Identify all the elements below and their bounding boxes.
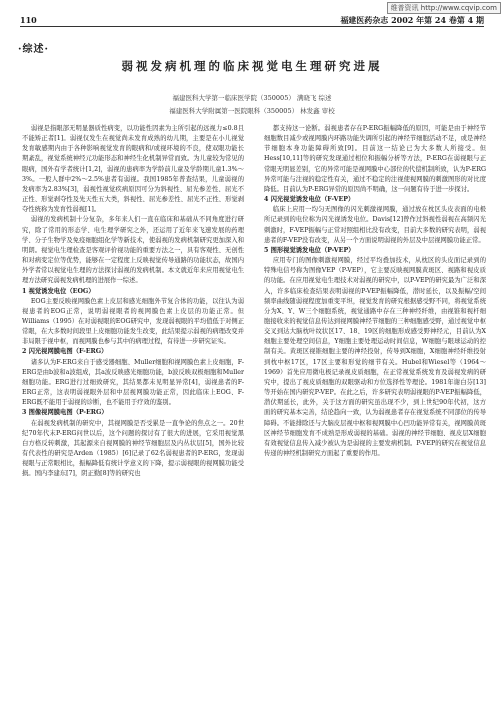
page-number: 110	[20, 15, 37, 25]
section-heading: 2 闪光视网膜电图（F-ERG）	[22, 348, 108, 356]
section-heading: 3 图像视网膜电图（P-ERG）	[22, 409, 108, 417]
paragraph: 弱视的发病机制十分复杂，多年来人们一直在临床和基础从不同角度进行研究，除了常用的形态学、电生理学研究之外，还运用了近年来飞速发展的药理学、分子生物学及免疫细胞组化学等新技术，使弱视的发病机制研究更加深入和明朗。视觉电生理检查是客观评价视功能的重要方法之一，具有客观性、无创性和对病变定位等优势，能够在一定程度上反映视觉传导通路的功能状态，故国内外学者常以视觉电生理的方法探讨弱视的发病机制。本文就近年来应用视觉电生理方法研究弱视发病机理的进展作一综述。	[22, 216, 244, 285]
header-rule	[20, 26, 484, 27]
section-heading: 4 闪光视觉诱发电位（F-VEP）	[264, 196, 355, 204]
right-column	[264, 124, 486, 459]
left-column	[22, 124, 244, 479]
paragraph: 弱视是指眼部无明显器质性病变，以功能性因素为主所引起的远视力≤0.8且不能矫正者[1]。弱视仅发生在视觉尚未发育成熟的幼儿期，主要是在小儿视觉发育敏感期内由于各种影响视觉发育的眼病和/或视环境的不良，使双眼功能长期紊乱，视觉系统神经元功能形态和神经生化机制异常而致。为儿童较为常见的眼病，国外有学者统计[1,2]，弱视的患病率为学龄前儿童及学龄期儿童1.3%～3%。一般人群中2%～2.5%患者有弱视。我国1985年普查结果，儿童弱视的发病率为2.83%[3]，弱视性视觉疾病原因可分为斜视性、屈光参差性、屈光不正性、形觉剥夺性及先天性五大类，斜视性、屈光参差性、屈光不正性、形觉剥夺性统称为发育性弱视[1]。	[22, 125, 244, 214]
paragraph: 诸多认为F-ERG来自于感受器细胞、Muller细胞和视网膜色素上皮细胞，F-ERG是由b波和a波组成，其a波反映感光细胞功能，b波反映双极细胞和Muller细胞功能。ERG进行过细致研究，其结果都未见明显异常[4]，弱视患者的F-ERG正常，这表明弱视眼外层和中层视网膜功能正常，因此临床上EOG、F-ERG既不能用于弱视的诊断，也不能用于疗效的鉴别。	[22, 358, 244, 407]
paragraph: 在弱视发病机制的研究中，其视网膜是否受累是一直争论的焦点之一。20世纪70年代末P-ERG问世以后，这个问题的探讨有了很大的进展，它采用视觉黑白方格反转刺激，其起源来自视网膜的神经节细胞层及内丛状层[5]，国外比较有代表性的研究是Arden（1985）[6]记录了62名弱视患者的P-ERG，发现弱视眼与正常眼相比，振幅降低有统计学意义的下降，提示弱视眼的视网膜功能受损。国内李建东[7]，阴正勤[8]等的研究也	[22, 419, 244, 478]
journal-name: 福建医药杂志 2002 年第 24 卷第 4 期	[340, 15, 484, 25]
paragraph: EOG主要反映视网膜色素上皮层和感光细胞外节复合体的功能，以往认为弱视患者的EOG正常，说明弱视眼者的视网膜色素上皮层的功能正常。但Williams（1995）在对弱视眼的EOG研究中，发现弱视眼的平均值低于对侧正常眼，在大多数时间段里上皮细胞功能发生改变，此结果提示弱视的病理改变并非局限于视中枢，而视网膜也参与其中的病理过程，有待进一步研究证实。	[22, 297, 244, 346]
paragraph: 应用专门的图像刺激视网膜，经过平均叠加技术，从枕区的头皮面记录到的特殊电信号称为图像VEP（P-VEP），它主要反映视网膜黄斑区、视路和视皮质的功能。在应用视觉电生理技术对弱视的研究中，以P-VEP的研究最为广泛和深入，许多临床检查结果表明弱视的P-VEP振幅降低，潜时延长，以及振幅/空间频率曲线随弱视程度加重变平坦，视觉发育的研究根据感受野不同，将视觉系统分为X、Y、W三个细胞系统，视觉通路中存在三种神经纤维，由视锥和视杆细胞接收来的视觉信息传达到视网膜神经节细胞的三种细胞感受野，通过视觉中枢交叉到达大脑枕叶纹状区17、18、19区的细胞形成感受野神经元，目前认为X细胞主要处理空间信息，Y细胞主要处理运动时间信息，W细胞与眼球运动的控制有关。黄斑区视锥细胞主要的神经投射，传导到X细胞，X细胞神经纤维投射到枕中枢17区，17区主要和形觉的细节有关。Hubel和Wiesel等（1964～1969）首先应用微电极记录视皮质细胞，在正常视觉系统发育及弱视发病的研究中，提出了视皮质细胞的双眼驱动和方位选择性等理论。1981年谢白芬[13]等开始在国内研究P-VEP。在此之后，许多研究表明弱视眼的P-VEP振幅降低，潜伏期延长，此外，关于这方面的研究虽出现不少，到上世纪90年代初，这方面的研究基本完善，结论趋向一致，认为弱视患者存在视觉系统不同部位的传导障碍。不能排除还与大脑皮层视中枢和视网膜中心凹功能异常有关，视网膜黄斑区神经节细胞发育不成熟是形成弱视的基础。弱视的神经节细胞、视皮层X细胞有效视觉信息传入减少被认为是弱视的主要发病机制。P-VEP的研究在视觉信息传递的神经机制研究方面起了重要的作用。	[264, 257, 486, 457]
author-line-2: 福建医科大学附属第一医院眼科（350005） 林发鑫 审校	[169, 107, 335, 115]
paragraph: 临床上应用一均匀无图像的闪光刺激视网膜，通过放在枕区头皮表面的电极所记录到的电位称为闪光视诱发电位。Davis[12]曾作过斜视性弱视在高频闪光刺激时，F-VEP振幅与正常对照组相比没有改变，目前大多数的研究表明，弱视患者的F-VEP没有改变，从另一个方面说明弱视的外层及中层视网膜功能正常。	[264, 206, 486, 244]
running-header	[20, 14, 484, 26]
author-line-1: 福建医科大学第一临床医学院（350005） 满晓飞 综述	[172, 94, 332, 102]
paragraph: 都支持这一论断。弱视患者存在P-ERG振幅降低的原因，可能是由于神经节细胞数目减少或视网膜内环路功能失调所引起的神经节细胞活动不足，或是神经节细胞本身功能障碍所致[9]。目前这一结论已为大多数人所接受。但Hess[10,11]等的研究发现通过相位和振幅分析等方法，P-ERG在弱视眼与正常眼无明显差别，它的异常可能是视网膜中心部位的代偿机制所致，认为P-ERG异常可能与注视的稳定性有关，通过不稳定的注视使视网膜的刺激图形的对比度降低。目前认为P-ERG异常的原因尚不明确，这一问题有待于进一步探讨。	[264, 125, 486, 193]
watermark: 维普资讯 http://www.cqvip.com	[387, 2, 501, 14]
section-label: ·综述·	[18, 44, 49, 55]
section-heading: 5 图形视觉诱发电位（P-VEP）	[264, 246, 355, 254]
section-heading: 1 视觉诱发电位（EOG）	[22, 287, 95, 295]
article-title: 弱视发病机理的临床视觉电生理研究进展	[121, 59, 383, 73]
